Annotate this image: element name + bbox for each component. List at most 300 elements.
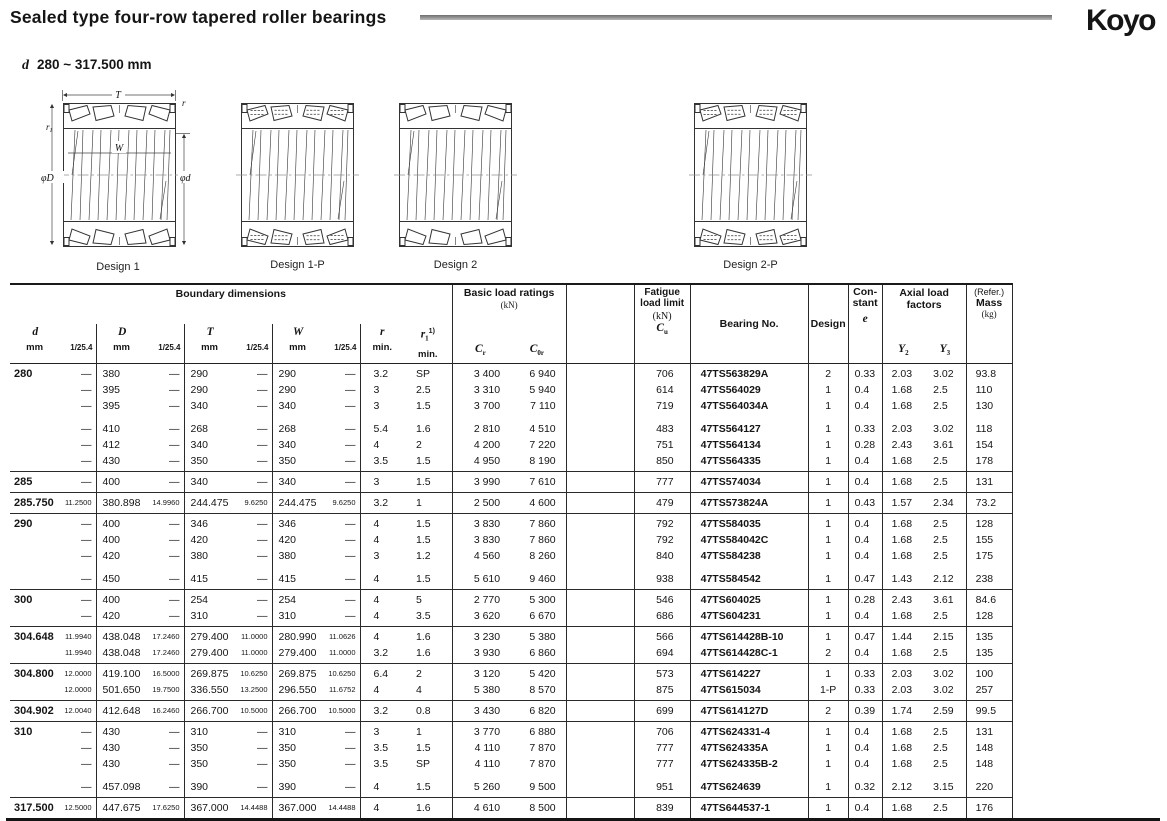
cell: 839 xyxy=(634,797,690,818)
cell xyxy=(10,414,62,437)
cell: — xyxy=(81,549,92,562)
cell: — xyxy=(169,438,180,451)
cell: 430 xyxy=(96,740,148,756)
cell: 2.43 xyxy=(882,437,924,453)
table-row xyxy=(10,414,1012,437)
cell: 340 xyxy=(272,437,324,453)
cell: 395 xyxy=(96,398,148,414)
cell: 938 xyxy=(634,564,690,590)
row-group xyxy=(10,663,1012,700)
cell: 3.02 xyxy=(933,683,954,696)
cell: 290 xyxy=(272,363,324,382)
cell xyxy=(566,663,634,682)
cell: 0.33 xyxy=(848,363,882,382)
cell: 47TS614127D xyxy=(690,700,808,721)
diagram-design-1 xyxy=(32,89,204,273)
cell: 47TS564335 xyxy=(690,453,808,472)
cell: — xyxy=(81,609,92,622)
bearing-cross-section xyxy=(32,89,204,253)
cell: 2.5 xyxy=(933,801,948,814)
cell: — xyxy=(345,383,356,396)
cell: 1 xyxy=(808,492,848,513)
cell: 1.2 xyxy=(416,549,431,562)
table-row xyxy=(10,492,1012,513)
cell: 4 xyxy=(416,683,422,696)
cell: 47TS614227 xyxy=(690,663,808,682)
cell: 5 420 xyxy=(529,667,556,680)
cell: 1.68 xyxy=(882,513,924,532)
col-header-d: d mm 1/25.4 xyxy=(26,326,93,353)
cell: 777 xyxy=(634,740,690,756)
cell: 0.4 xyxy=(848,398,882,414)
cell: 1 xyxy=(808,532,848,548)
cell: — xyxy=(257,454,268,467)
cell: 290 xyxy=(184,382,236,398)
cell: 1.6 xyxy=(416,801,431,814)
cell: 6 880 xyxy=(529,725,556,738)
cell: — xyxy=(81,725,92,738)
cell: 47TS564029 xyxy=(690,382,808,398)
col-header-mass: (Refer.) Mass (kg) xyxy=(966,284,1012,363)
table-row xyxy=(10,626,1012,645)
cell: — xyxy=(169,741,180,754)
cell: 2 xyxy=(808,700,848,721)
cell: 792 xyxy=(634,532,690,548)
cell: 47TS624331-4 xyxy=(690,721,808,740)
col-header-fatigue: Fatigue load limit (kN) $C_u$ xyxy=(634,284,690,363)
cell: 614 xyxy=(634,382,690,398)
cell: 0.4 xyxy=(848,756,882,772)
cell: 3.15 xyxy=(933,780,954,793)
cell: 266.700 xyxy=(272,700,324,721)
cell xyxy=(10,548,62,564)
cell: 1.68 xyxy=(882,721,924,740)
cell: 10.6250 xyxy=(240,668,268,678)
cell: 1.68 xyxy=(882,453,924,472)
cell: 0.33 xyxy=(848,414,882,437)
cell: 340 xyxy=(184,437,236,453)
cell: — xyxy=(169,533,180,546)
cell: 2.03 xyxy=(882,363,924,382)
cell: 17.2460 xyxy=(152,631,180,641)
cell xyxy=(566,589,634,608)
cell: 11.0000 xyxy=(240,647,268,657)
cell: 176 xyxy=(966,797,1012,818)
cell: 3 xyxy=(360,721,404,740)
cell: 4 xyxy=(360,797,404,818)
cell: 420 xyxy=(96,548,148,564)
cell: — xyxy=(81,780,92,793)
row-group xyxy=(10,589,1012,626)
cell: 73.2 xyxy=(966,492,1012,513)
svg-text:φd: φd xyxy=(180,173,191,184)
cell: 47TS614428C-1 xyxy=(690,645,808,664)
cell xyxy=(10,382,62,398)
cell: 5 300 xyxy=(529,593,556,606)
cell: 5 380 xyxy=(452,682,508,701)
cell: 1 xyxy=(808,471,848,492)
cell: 3.61 xyxy=(933,438,954,451)
cell: 11.9940 xyxy=(64,631,92,641)
page-title: Sealed type four-row tapered roller bearings xyxy=(10,7,387,27)
col-header-design: Design xyxy=(808,284,848,363)
cell: 5.4 xyxy=(360,414,404,437)
table-row xyxy=(10,608,1012,627)
cell: 380 xyxy=(184,548,236,564)
cell: — xyxy=(257,741,268,754)
row-group xyxy=(10,513,1012,589)
cell: — xyxy=(257,780,268,793)
cell: — xyxy=(345,454,356,467)
page-header xyxy=(0,0,1167,53)
cell: — xyxy=(257,609,268,622)
cell: 380 xyxy=(96,363,148,382)
cell: 430 xyxy=(96,756,148,772)
cell xyxy=(10,682,62,701)
cell: 1.44 xyxy=(882,626,924,645)
cell: 0.8 xyxy=(416,704,431,717)
cell: 268 xyxy=(272,414,324,437)
cell: 0.4 xyxy=(848,471,882,492)
cell: 0.4 xyxy=(848,548,882,564)
cell: 47TS624639 xyxy=(690,772,808,798)
cell: 2.5 xyxy=(933,757,948,770)
cell xyxy=(566,513,634,532)
cell: 1.68 xyxy=(882,797,924,818)
cell: 367.000 xyxy=(184,797,236,818)
cell: 4 xyxy=(360,513,404,532)
col-header-r: r min. xyxy=(360,324,404,363)
cell: 99.5 xyxy=(966,700,1012,721)
cell: 12.0040 xyxy=(64,705,92,715)
cell: 12.0000 xyxy=(64,668,92,678)
cell: 1.57 xyxy=(882,492,924,513)
cell: 410 xyxy=(96,414,148,437)
cell: 131 xyxy=(966,471,1012,492)
diagram-design-2p xyxy=(693,101,808,271)
cell: 280 xyxy=(14,367,33,380)
cell: 3 230 xyxy=(452,626,508,645)
cell: — xyxy=(169,757,180,770)
cell: 4 xyxy=(360,772,404,798)
cell: 0.28 xyxy=(848,589,882,608)
cell xyxy=(566,471,634,492)
cell: 290 xyxy=(184,363,236,382)
cell: 3 400 xyxy=(452,363,508,382)
cell xyxy=(566,437,634,453)
cell: 47TS584238 xyxy=(690,548,808,564)
cell: 1.68 xyxy=(882,398,924,414)
cell: 1.68 xyxy=(882,548,924,564)
cell: 285.750 xyxy=(14,496,54,509)
cell: 0.4 xyxy=(848,740,882,756)
cell: 6 940 xyxy=(529,367,556,380)
cell: 17.2460 xyxy=(152,647,180,657)
cell: 1 xyxy=(808,740,848,756)
cell: 457.098 xyxy=(96,772,148,798)
cell: — xyxy=(169,475,180,488)
cell: 47TS644537-1 xyxy=(690,797,808,818)
cell: SP xyxy=(416,367,431,380)
cell: 47TS604025 xyxy=(690,589,808,608)
cell: 304.800 xyxy=(14,667,54,680)
cell: 128 xyxy=(966,513,1012,532)
cell: 3 xyxy=(360,398,404,414)
cell xyxy=(10,608,62,627)
cell: 9.6250 xyxy=(244,497,268,507)
cell: 4 610 xyxy=(452,797,508,818)
cell: 0.4 xyxy=(848,532,882,548)
cell: 438.048 xyxy=(96,645,148,664)
cell: 2 xyxy=(808,363,848,382)
cell: 11.9940 xyxy=(64,647,92,657)
cell: — xyxy=(257,725,268,738)
cell: 47TS584042C xyxy=(690,532,808,548)
cell: 1 xyxy=(808,721,848,740)
table-row xyxy=(10,700,1012,721)
col-header-cr: $C_r$ xyxy=(452,324,508,363)
svg-text:T: T xyxy=(115,90,121,101)
cell: 4 110 xyxy=(452,740,508,756)
cell: 2.5 xyxy=(416,383,431,396)
cell: 350 xyxy=(272,740,324,756)
cell: 412 xyxy=(96,437,148,453)
diagram-design-1p xyxy=(240,101,355,271)
cell: — xyxy=(81,572,92,585)
cell: 254 xyxy=(272,589,324,608)
koyo-logo: Koyo xyxy=(1086,4,1155,37)
cell: 350 xyxy=(184,756,236,772)
cell: 2.5 xyxy=(933,517,948,530)
cell: 47TS563829A xyxy=(690,363,808,382)
table-row xyxy=(10,772,1012,798)
cell: 2.34 xyxy=(933,496,954,509)
cell: 2.5 xyxy=(933,399,948,412)
cell: 420 xyxy=(272,532,324,548)
cell: 3 770 xyxy=(452,721,508,740)
cell: 450 xyxy=(96,564,148,590)
table-row xyxy=(10,453,1012,472)
cell: 0.33 xyxy=(848,663,882,682)
cell: 5 380 xyxy=(529,630,556,643)
cell: 304.902 xyxy=(14,704,54,717)
cell: 1 xyxy=(808,663,848,682)
cell: 47TS614428B-10 xyxy=(690,626,808,645)
cell: 285 xyxy=(14,475,33,488)
cell: — xyxy=(257,475,268,488)
cell: 10.5000 xyxy=(328,705,356,715)
cell: 154 xyxy=(966,437,1012,453)
table-row xyxy=(10,382,1012,398)
cell: 1 xyxy=(416,496,422,509)
bore-range xyxy=(22,57,1167,74)
cell: 350 xyxy=(184,453,236,472)
cell: 686 xyxy=(634,608,690,627)
cell: 3 xyxy=(360,548,404,564)
cell: 1.5 xyxy=(416,533,431,546)
cell: 10.6250 xyxy=(328,668,356,678)
cell: 438.048 xyxy=(96,626,148,645)
cell: — xyxy=(169,454,180,467)
cell: 268 xyxy=(184,414,236,437)
cell: 350 xyxy=(272,756,324,772)
cell: 447.675 xyxy=(96,797,148,818)
cell: 340 xyxy=(184,471,236,492)
cell: 8 260 xyxy=(529,549,556,562)
cell: 3.5 xyxy=(360,453,404,472)
cell: 2 770 xyxy=(452,589,508,608)
cell: 1.68 xyxy=(882,740,924,756)
cell: 290 xyxy=(14,517,33,530)
cell: 430 xyxy=(96,453,148,472)
cell: 47TS624335A xyxy=(690,740,808,756)
cell: 2.43 xyxy=(882,589,924,608)
diagram-label: Design 1-P xyxy=(270,259,325,271)
cell: 148 xyxy=(966,740,1012,756)
cell: 12.0000 xyxy=(64,684,92,694)
cell: 346 xyxy=(272,513,324,532)
cell: 4 xyxy=(360,608,404,627)
table-row xyxy=(10,682,1012,701)
cell: 2 xyxy=(416,438,422,451)
cell: 0.47 xyxy=(848,564,882,590)
cell: 128 xyxy=(966,608,1012,627)
cell: — xyxy=(169,422,180,435)
cell: 2.5 xyxy=(933,475,948,488)
row-group xyxy=(10,471,1012,492)
cell: 14.9960 xyxy=(152,497,180,507)
cell: 1 xyxy=(808,772,848,798)
cell: 3 430 xyxy=(452,700,508,721)
cell: 254 xyxy=(184,589,236,608)
cell: — xyxy=(345,367,356,380)
cell: 3.2 xyxy=(360,645,404,664)
cell: — xyxy=(81,367,92,380)
cell: — xyxy=(345,757,356,770)
cell: 1.68 xyxy=(882,382,924,398)
cell: 3.2 xyxy=(360,700,404,721)
cell: 2.03 xyxy=(882,414,924,437)
cell: 419.100 xyxy=(96,663,148,682)
cell: 336.550 xyxy=(184,682,236,701)
cell: 9.6250 xyxy=(332,497,356,507)
cell xyxy=(10,772,62,798)
col-header-axial: Axial load factors xyxy=(882,284,966,324)
cell: 777 xyxy=(634,471,690,492)
cell: 4 950 xyxy=(452,453,508,472)
cell: 4 600 xyxy=(529,496,556,509)
cell: 135 xyxy=(966,645,1012,664)
cell: 3.2 xyxy=(360,363,404,382)
cell: 4 xyxy=(360,682,404,701)
cell xyxy=(10,564,62,590)
cell: 6 820 xyxy=(529,704,556,717)
cell: 850 xyxy=(634,453,690,472)
cell xyxy=(566,682,634,701)
cell: 2.15 xyxy=(933,630,954,643)
cell: 350 xyxy=(272,453,324,472)
cell: 4 xyxy=(360,532,404,548)
cell: 0.47 xyxy=(848,626,882,645)
col-spacer xyxy=(566,284,634,363)
cell: — xyxy=(169,780,180,793)
cell: 4 xyxy=(360,589,404,608)
cell: 1.5 xyxy=(416,741,431,754)
cell: 415 xyxy=(272,564,324,590)
cell: — xyxy=(81,517,92,530)
cell: 840 xyxy=(634,548,690,564)
table-row xyxy=(10,721,1012,740)
cell: 0.28 xyxy=(848,437,882,453)
cell: 2.5 xyxy=(933,725,948,738)
cell: 0.4 xyxy=(848,645,882,664)
table-row xyxy=(10,471,1012,492)
cell: 47TS564134 xyxy=(690,437,808,453)
cell: 3 310 xyxy=(452,382,508,398)
bearing-drawing-annotated xyxy=(32,89,204,258)
bore-range-value: 280 ~ 317.500 mm xyxy=(37,57,152,72)
cell: 2.5 xyxy=(933,533,948,546)
col-header-T: T mm 1/25.4 xyxy=(184,324,272,363)
cell: — xyxy=(345,549,356,562)
cell: — xyxy=(345,475,356,488)
cell: 412.648 xyxy=(96,700,148,721)
cell: 310 xyxy=(184,721,236,740)
cell: 719 xyxy=(634,398,690,414)
cell: — xyxy=(345,533,356,546)
cell: — xyxy=(257,593,268,606)
cell: 380.898 xyxy=(96,492,148,513)
cell: 1.5 xyxy=(416,475,431,488)
cell: 1.68 xyxy=(882,608,924,627)
cell: — xyxy=(169,383,180,396)
cell: 2.12 xyxy=(882,772,924,798)
cell: 380 xyxy=(272,548,324,564)
cell: — xyxy=(345,780,356,793)
table-row xyxy=(10,363,1012,382)
cell xyxy=(10,453,62,472)
diagram-label: Design 1 xyxy=(96,261,140,273)
cell: 1.6 xyxy=(416,646,431,659)
cell: 6 860 xyxy=(529,646,556,659)
cell: — xyxy=(257,438,268,451)
cell: 390 xyxy=(272,772,324,798)
bearing-drawing xyxy=(693,101,808,256)
diagram-label: Design 2-P xyxy=(723,259,778,271)
cell: 1 xyxy=(808,437,848,453)
cell: 2.5 xyxy=(933,646,948,659)
cell: 11.2500 xyxy=(64,497,92,507)
cell: — xyxy=(345,422,356,435)
cell: 395 xyxy=(96,382,148,398)
cell: 706 xyxy=(634,363,690,382)
cell xyxy=(566,363,634,382)
cell: — xyxy=(345,517,356,530)
table-row xyxy=(10,437,1012,453)
cell: 0.4 xyxy=(848,453,882,472)
cell: — xyxy=(345,609,356,622)
cell: 310 xyxy=(272,608,324,627)
cell: — xyxy=(257,757,268,770)
cell xyxy=(10,398,62,414)
cell: 3.02 xyxy=(933,667,954,680)
cell: 47TS564127 xyxy=(690,414,808,437)
col-header-r1: $r_1^{1)}$ min. xyxy=(418,328,438,360)
cell xyxy=(566,382,634,398)
table-row xyxy=(10,513,1012,532)
cell: 135 xyxy=(966,626,1012,645)
cell: 3.5 xyxy=(360,740,404,756)
